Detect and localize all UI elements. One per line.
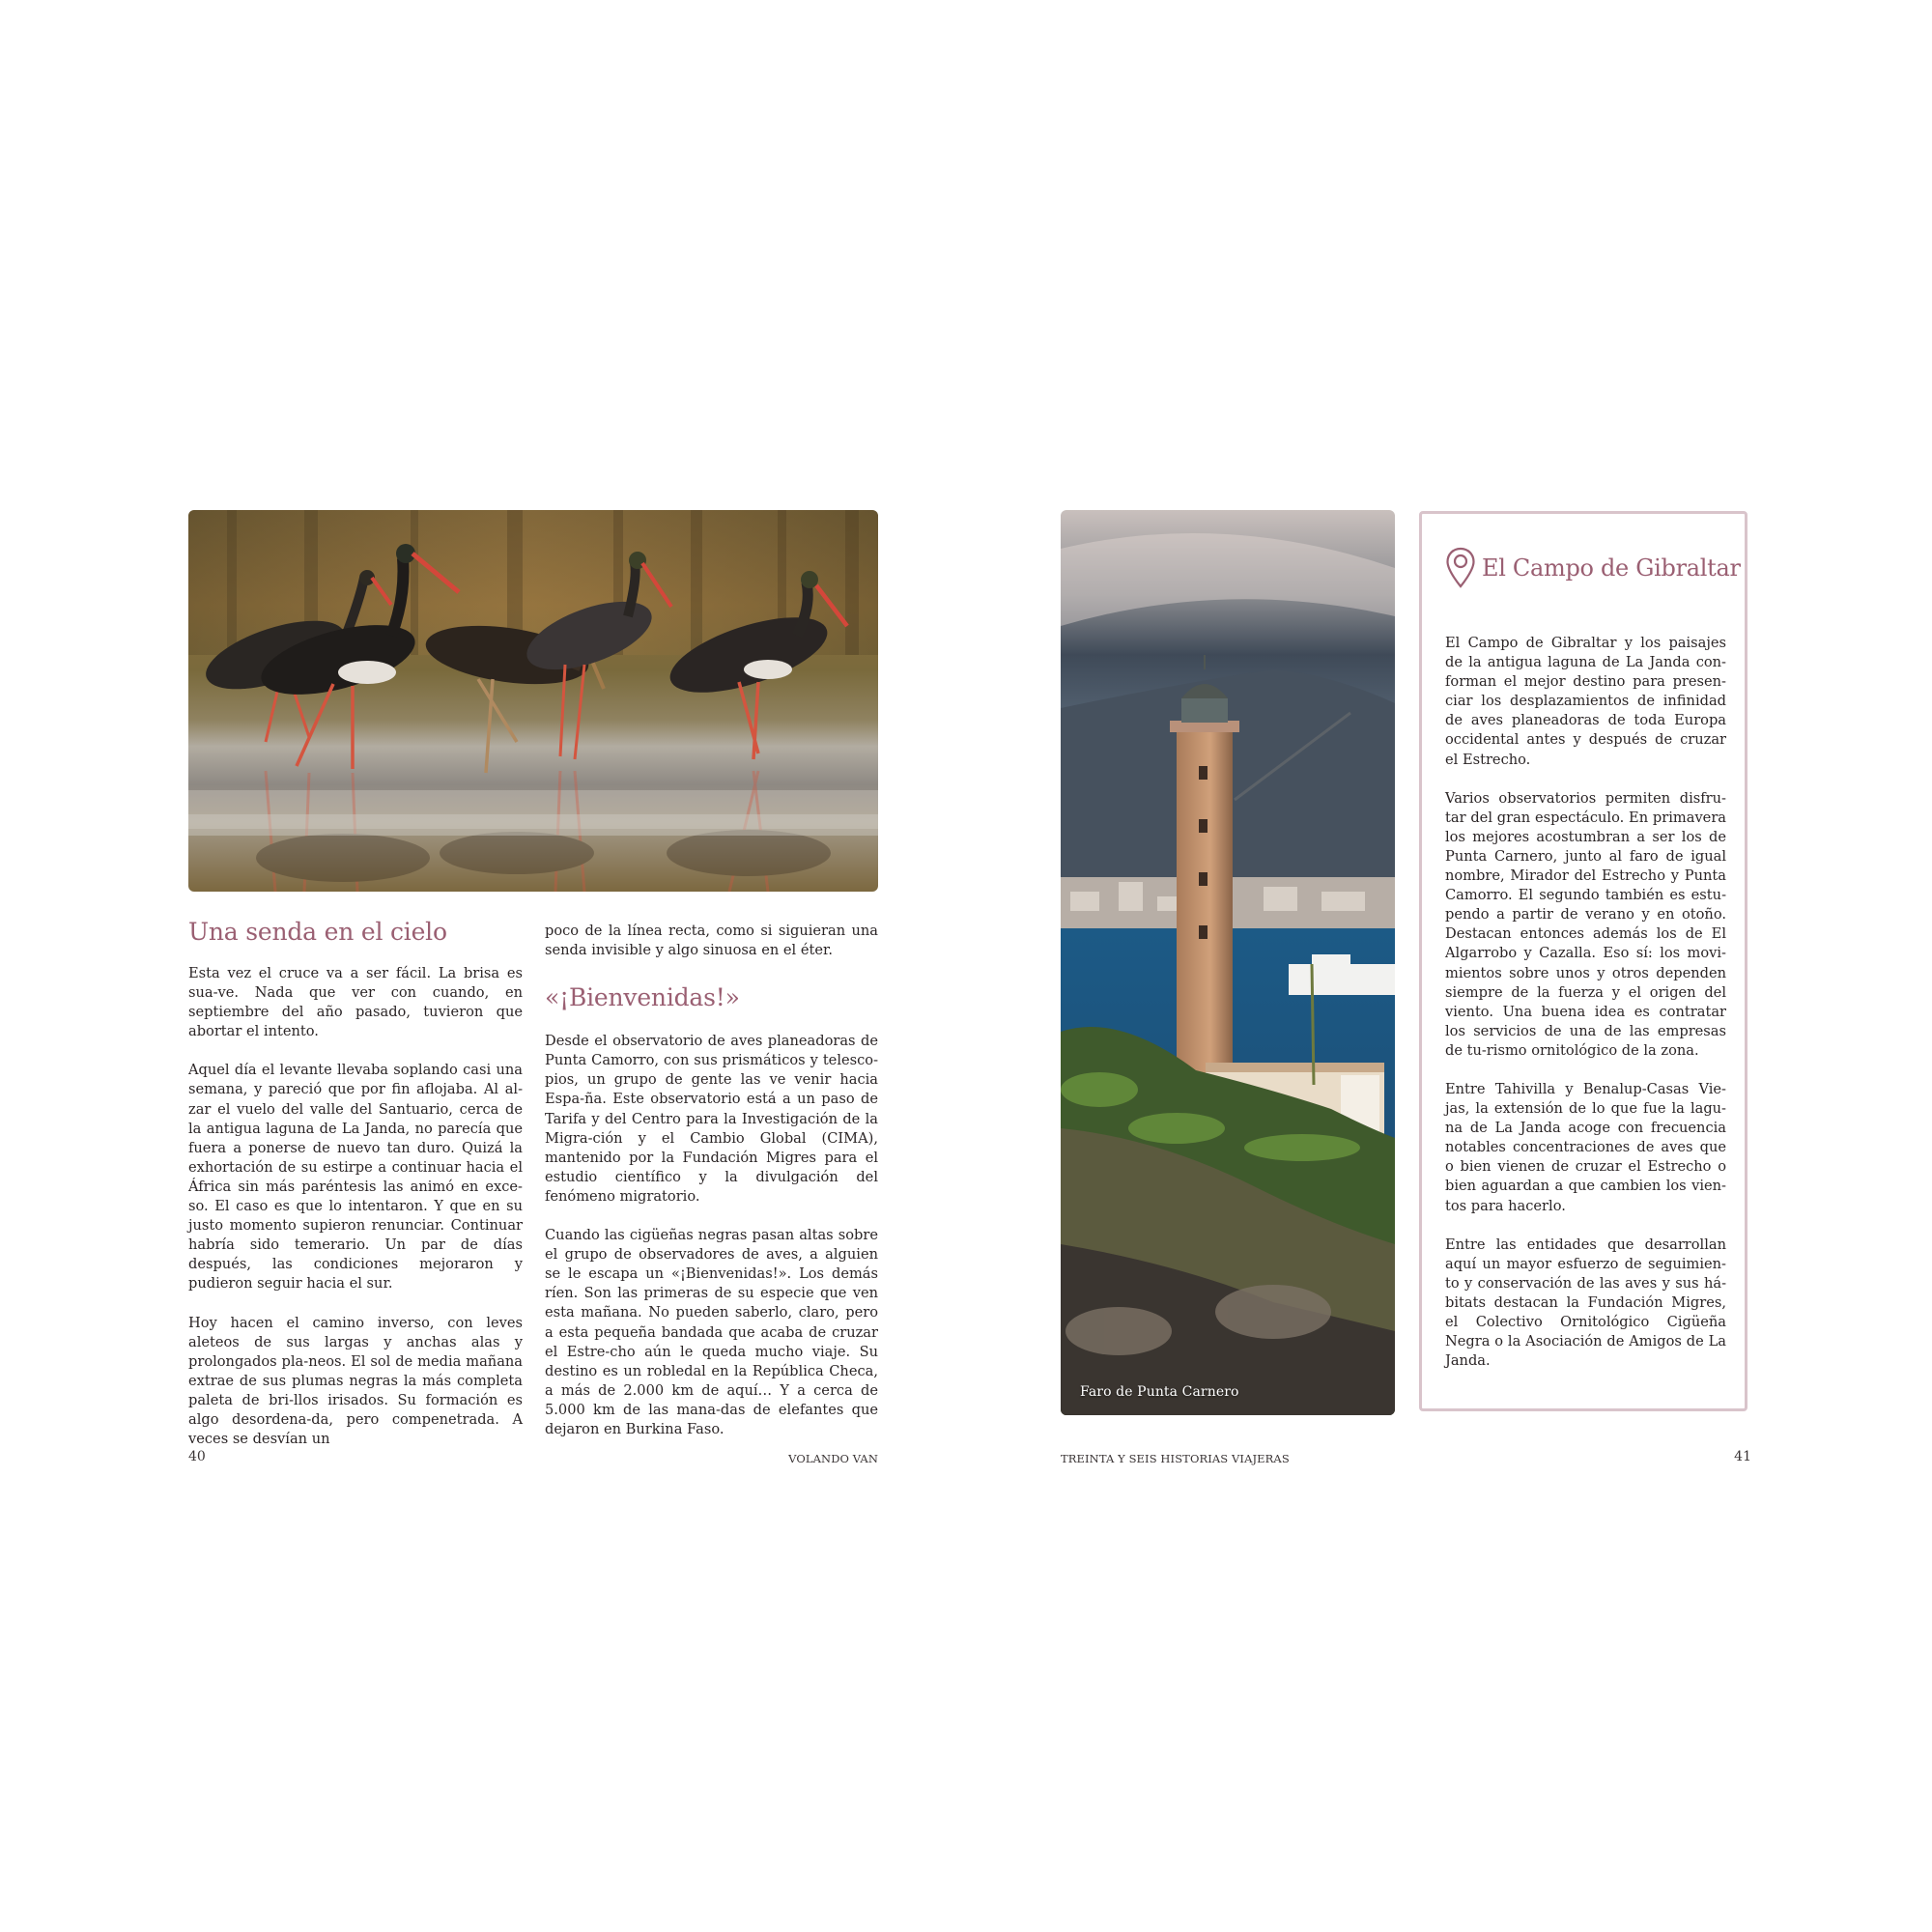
paragraph: Varios observatorios permiten disfru-tar del gran espectáculo. En primavera los mejores acostumbran a ser los de Punta Carnero, junto al faro de igual nombre, Mirador del Estrecho y Punta Camorro. El segundo también es estu-pendo a partir de verano y en otoño. Destacan entonces además los de El Algarrobo y Cazalla. Eso sí: los movi-mientos sobre unos y otros dependen siempre de la fuerza y el origen del viento. Una buena idea es contratar los servicios de una de las empresas de tu-rismo ornitológico de la zona.: [1445, 789, 1726, 1059]
running-head-right: TREINTA Y SEIS HISTORIAS VIAJERAS: [1061, 1452, 1290, 1465]
running-head-left: VOLANDO VAN: [788, 1452, 878, 1465]
column-2: [545, 922, 878, 1459]
paragraph: Cuando las cigüeñas negras pasan altas sobre el grupo de observadores de aves, a alguien se le escapa un «¡Bienvenidas!». Los demás ríen. Son las primeras de su especie que ven esta mañana. No pueden saberlo, claro, pero a esta pequeña bandada que acaba de cruzar el Estre-cho aún le queda mucho viaje. Su destino es un robledal en la República Checa, a más de 2.000 km de aquí… Y a cerca de 5.000 km de las mana-das de elefantes que dejaron en Burkina Faso.: [545, 1227, 878, 1437]
paragraph: El Campo de Gibraltar y los paisajes de la antigua laguna de La Janda con-forman el mejor destino para presen-ciar los desplazamientos de infinidad de aves planeadoras de toda Europa occidental antes y después de cruzar el Estrecho.: [1445, 635, 1726, 768]
storks-photo: [188, 510, 878, 892]
info-box-body: [1445, 634, 1726, 1390]
lighthouse-photo: [1061, 510, 1395, 1415]
info-box: [1419, 511, 1747, 1411]
page-number-right: 41: [1734, 1449, 1751, 1464]
section-heading: Una senda en el cielo: [188, 918, 447, 946]
paragraph: Hoy hacen el camino inverso, con leves aleteos de sus largas y anchas alas y prolongados pla-neos. El sol de media mañana extrae de sus plumas negras la más completa paleta de bri-llos irisados. Su formación es algo desordena-da, pero compenetrada. A veces se desvían un: [188, 1314, 523, 1448]
paragraph: poco de la línea recta, como si siguieran una senda invisible y algo sinuosa en el éter.: [545, 923, 878, 959]
paragraph: Esta vez el cruce va a ser fácil. La brisa es sua-ve. Nada que ver con cuando, en septiembre del año pasado, tuvieron que abortar el intento.: [188, 965, 523, 1040]
paragraph: Aquel día el levante llevaba soplando casi una semana, y pareció que por fin aflojaba. Al al-zar el vuelo del valle del Santuario, cerca de la antigua laguna de La Janda, no parecía que fuera a ponerse de nuevo tan duro. Quizá la exhortación de su estirpe a continuar hacia el África sin más paréntesis las animó en exce-so. El caso es que lo intentaron. Y que en su justo momento supieron renunciar. Continuar habría sido temerario. Un par de días después, las condiciones mejoraron y pudieron seguir hacia el sur.: [188, 1062, 523, 1293]
column-1: [188, 918, 523, 1468]
map-pin-icon: [1445, 547, 1476, 589]
page-number-left: 40: [188, 1449, 206, 1464]
paragraph: Desde el observatorio de aves planeadoras de Punta Camorro, con sus prismáticos y telesco-pios, un grupo de gente las ve venir hacia Espa-ña. Este observatorio está a un paso de Tarifa y del Centro para la Investigación de la Migra-ción y el Cambio Global (CIMA), mantenido por la Fundación Migres para el estudio científico y la divulgación del fenómeno migratorio.: [545, 1033, 878, 1205]
paragraph: Entre Tahivilla y Benalup-Casas Vie-jas, la extensión de lo que fue la lagu-na de La Janda acoge con frecuencia notables concentraciones de aves que o bien vienen de cruzar el Estrecho o bien aguardan a que cambien los vien-tos para hacerlo.: [1445, 1080, 1726, 1214]
info-box-title: [1445, 547, 1741, 589]
paragraph: Entre las entidades que desarrollan aquí un mayor esfuerzo de seguimien-to y conservación de las aves y sus há-bitats destacan la Fundación Migres, el Colectivo Ornitológico Cigüeña Negra o la Asociación de Amigos de La Janda.: [1445, 1236, 1726, 1370]
photo-caption: Faro de Punta Carnero: [1080, 1384, 1239, 1400]
subheading: «¡Bienvenidas!»: [545, 983, 740, 1012]
info-box-heading: El Campo de Gibraltar: [1482, 554, 1741, 582]
